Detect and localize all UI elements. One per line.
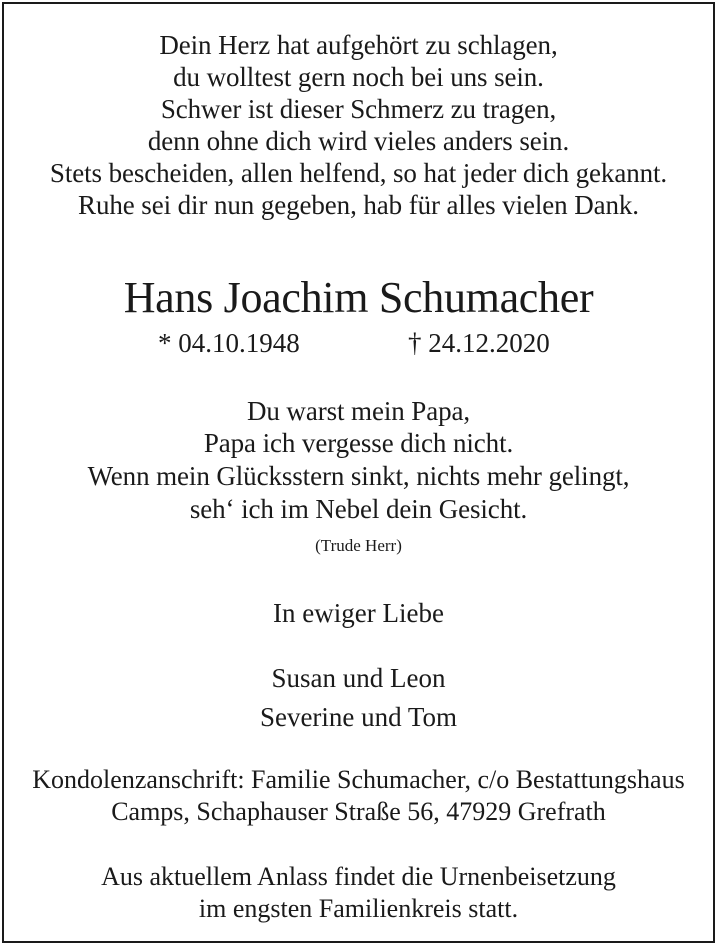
death-date: † 24.12.2020 <box>408 328 550 358</box>
address-line: Camps, Schaphauser Straße 56, 47929 Grefrath <box>111 797 606 826</box>
poem-line: denn ohne dich wird vieles anders sein. <box>147 126 570 156</box>
mourner-name: Susan und Leon <box>271 663 446 693</box>
poem-line: Ruhe sei dir nun gegeben, hab für alles vielen Dank. <box>78 190 639 220</box>
poem-line: Stets bescheiden, allen helfend, so hat jeder dich gekannt. <box>49 158 668 188</box>
quote-line: seh‘ ich im Nebel dein Gesicht. <box>189 494 528 524</box>
poem-line: Schwer ist dieser Schmerz zu tragen, <box>160 94 557 124</box>
poem-line: du wolltest gern noch bei uns sein. <box>173 62 544 92</box>
quote-attribution: (Trude Herr) <box>315 536 402 555</box>
birth-date: * 04.10.1948 <box>158 328 300 358</box>
quote-line: Wenn mein Glücksstern sinkt, nichts mehr gelingt, <box>87 461 630 491</box>
notice-line: im engsten Familienkreis statt. <box>198 894 519 923</box>
notice-line: Aus aktuellem Anlass findet die Urnenbeisetzung <box>101 862 616 891</box>
mourner-name: Severine und Tom <box>259 702 458 732</box>
quote-line: Papa ich vergesse dich nicht. <box>203 428 514 458</box>
deceased-name: Hans Joachim Schumacher <box>123 273 594 322</box>
poem-line: Dein Herz hat aufgehört zu schlagen, <box>159 30 558 60</box>
address-line: Kondolenzanschrift: Familie Schumacher, c/o Bestattungshaus <box>32 765 685 794</box>
life-dates <box>0 330 717 360</box>
farewell-line: In ewiger Liebe <box>273 598 444 628</box>
quote-line: Du warst mein Papa, <box>246 396 471 426</box>
